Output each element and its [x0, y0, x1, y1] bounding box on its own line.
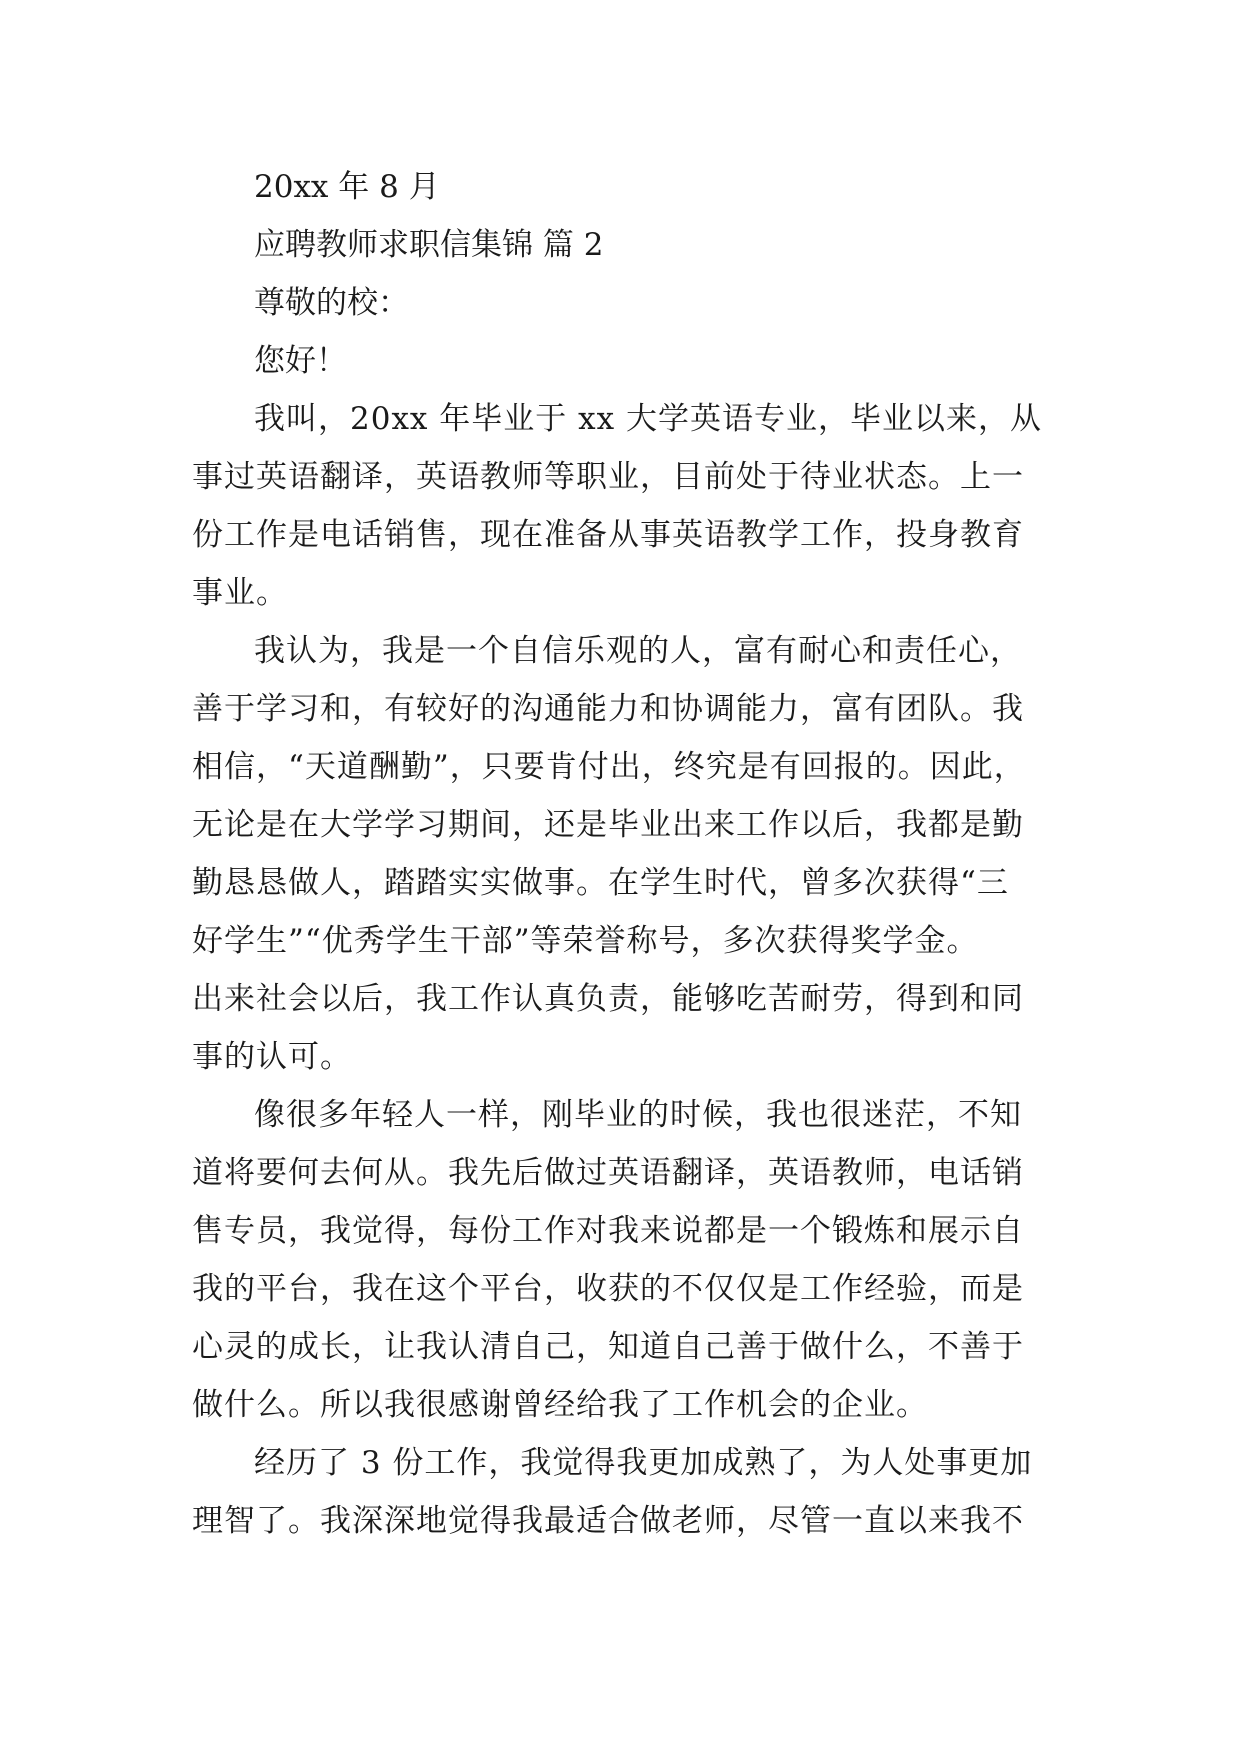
paragraph-self-assessment — [192, 622, 1052, 1086]
section-title: 应聘教师求职信集锦 篇 2 — [254, 227, 604, 263]
greeting: 您好！ — [254, 343, 347, 379]
paragraph-line: 经历了 3 份工作，我觉得我更加成熟了，为人处事更加 — [254, 1445, 1033, 1481]
paragraph-line: 我认为，我是一个自信乐观的人，富有耐心和责任心， — [254, 633, 1022, 669]
paragraph-line: 事的认可。 — [192, 1039, 352, 1075]
paragraph-line: 事业。 — [192, 575, 288, 611]
paragraph-reflection — [192, 1434, 1052, 1550]
paragraph-line: 理智了。我深深地觉得我最适合做老师，尽管一直以来我不 — [192, 1503, 1024, 1539]
paragraph-line: 出来社会以后，我工作认真负责，能够吃苦耐劳，得到和同 — [192, 981, 1024, 1017]
paragraph-line: 售专员，我觉得，每份工作对我来说都是一个锻炼和展示自 — [192, 1213, 1024, 1249]
paragraph-line: 道将要何去何从。我先后做过英语翻译，英语教师，电话销 — [192, 1155, 1024, 1191]
paragraph-line: 像很多年轻人一样，刚毕业的时候，我也很迷茫，不知 — [254, 1097, 1022, 1133]
salutation: 尊敬的校： — [254, 285, 409, 321]
paragraph-line: 无论是在大学学习期间，还是毕业出来工作以后，我都是勤 — [192, 807, 1024, 843]
paragraph-introduction — [192, 390, 1052, 622]
paragraph-line: 勤恳恳做人，踏踏实实做事。在学生时代，曾多次获得“三 — [192, 865, 1009, 901]
date-line: 20xx 年 8 月 — [254, 169, 440, 205]
paragraph-line: 善于学习和，有较好的沟通能力和协调能力，富有团队。我 — [192, 691, 1024, 727]
paragraph-line: 事过英语翻译，英语教师等职业，目前处于待业状态。上一 — [192, 459, 1024, 495]
paragraph-line: 相信，“天道酬勤”，只要肯付出，终究是有回报的。因此， — [192, 749, 1026, 785]
paragraph-experience — [192, 1086, 1052, 1434]
paragraph-line: 心灵的成长，让我认清自己，知道自己善于做什么，不善于 — [192, 1329, 1024, 1365]
paragraph-line: 做什么。所以我很感谢曾经给我了工作机会的企业。 — [192, 1387, 928, 1423]
paragraph-line: 我叫，20xx 年毕业于 xx 大学英语专业，毕业以来，从 — [254, 401, 1042, 437]
paragraph-line: 我的平台，我在这个平台，收获的不仅仅是工作经验，而是 — [192, 1271, 1024, 1307]
paragraph-line: 好学生”“优秀学生干部”等荣誉称号，多次获得奖学金。 — [192, 923, 979, 959]
document-body — [192, 158, 1052, 1550]
paragraph-line: 份工作是电话销售，现在准备从事英语教学工作，投身教育 — [192, 517, 1024, 553]
